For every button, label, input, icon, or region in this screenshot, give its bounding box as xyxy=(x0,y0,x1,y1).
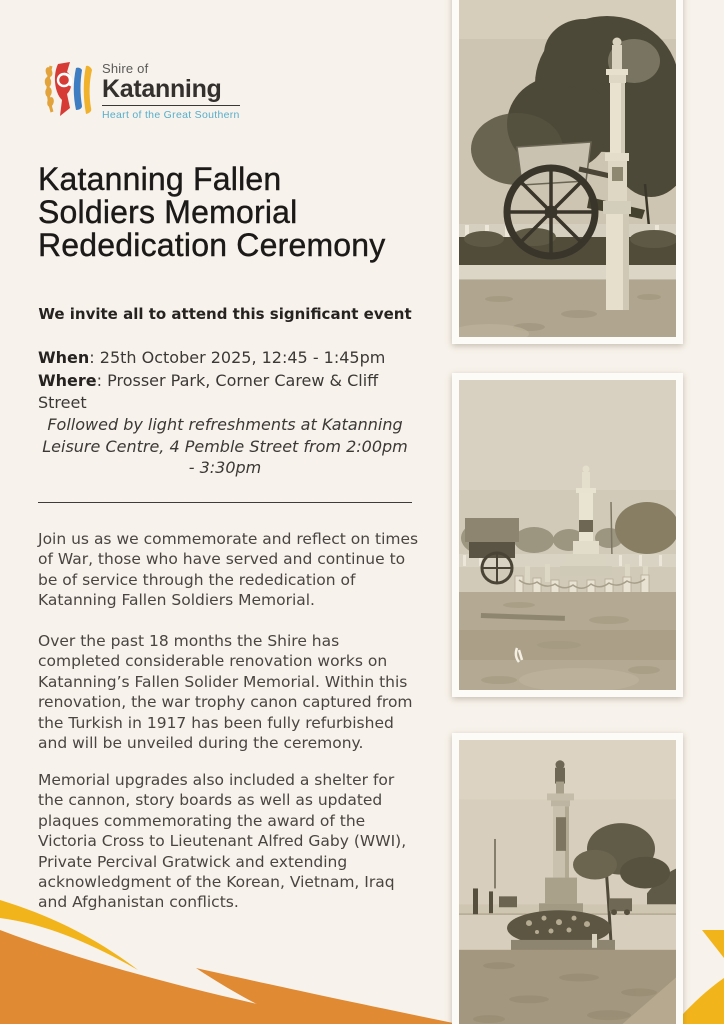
memorial-wreaths-photo-image xyxy=(459,740,676,1024)
invite-line: We invite all to attend this significant event xyxy=(38,305,412,323)
logo-tagline: Heart of the Great Southern xyxy=(102,109,240,121)
when-value: : 25th October 2025, 12:45 - 1:45pm xyxy=(89,348,386,367)
historic-photo-memorial-bollards xyxy=(452,373,683,697)
where-value: : Prosser Park, Corner Carew & Cliff Street xyxy=(38,371,379,412)
where-label: Where xyxy=(38,371,97,390)
historic-photo-memorial-cannon xyxy=(452,0,683,344)
event-where xyxy=(38,370,428,414)
historic-photo-memorial-wreaths xyxy=(452,733,683,1024)
title-line-2: Soldiers Memorial xyxy=(38,194,298,230)
memorial-cannon-photo-image xyxy=(459,0,676,337)
logo-name: Katanning xyxy=(102,76,240,106)
shire-of-katanning-logo xyxy=(40,58,240,124)
paragraph-renovation: Over the past 18 months the Shire has completed considerable renovation works on Katanning’s Fallen Solider Memorial. Within this renovation, the war trophy canon captured from the Turkish in 1917 has been fully refurbished and will be unveiled during the ceremony. xyxy=(38,632,413,753)
memorial-bollards-photo-image xyxy=(459,380,676,690)
event-when xyxy=(38,347,428,369)
logo-shire-of: Shire of xyxy=(102,61,149,76)
paragraph-commemorate: Join us as we commemorate and reflect on times of War, those who have served and continue to be of service through the rededication of Katanning Fallen Soldiers Memorial. xyxy=(38,530,419,610)
when-label: When xyxy=(38,348,90,367)
title-line-3: Rededication Ceremony xyxy=(38,227,386,263)
divider-line xyxy=(38,502,412,503)
refreshments-note: Followed by light refreshments at Katanning Leisure Centre, 4 Pemble Street from 2:00pm - 3:30pm xyxy=(42,415,408,477)
paragraph-upgrades: Memorial upgrades also included a shelter for the cannon, story boards as well as updated plaques commemorating the award of the Victoria Cross to Lieutenant Alfred Gaby (WWI), Private Percival Gratwick and extending acknowledgment of the Korean, Vietnam, Iraq and Afghanistan conflicts. xyxy=(38,771,407,912)
logo-text xyxy=(102,61,240,121)
katanning-logo-icon xyxy=(40,58,94,124)
title-line-1: Katanning Fallen xyxy=(38,161,282,197)
page-title xyxy=(38,163,438,262)
